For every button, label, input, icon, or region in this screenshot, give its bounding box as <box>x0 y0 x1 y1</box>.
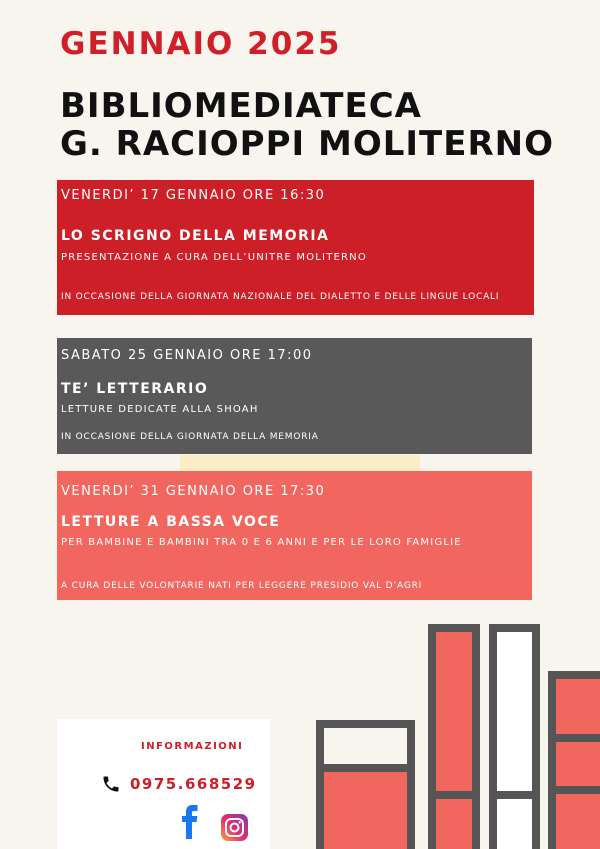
book-2 <box>432 628 476 849</box>
event-date: VENERDI’ 17 GENNAIO ORE 16:30 <box>61 188 326 203</box>
books-illustration <box>310 620 600 849</box>
event-description: LETTURE DEDICATE ALLA SHOAH <box>61 404 259 415</box>
event-card-1 <box>57 180 534 315</box>
facebook-icon[interactable] <box>179 805 201 839</box>
phone-icon <box>101 774 121 794</box>
event-description: PRESENTAZIONE A CURA DELL’UNITRE MOLITERNO <box>61 252 367 263</box>
book-3 <box>493 628 536 849</box>
decorative-strip <box>180 455 420 471</box>
phone-number[interactable]: 0975.668529 <box>130 775 257 793</box>
event-card-2 <box>57 338 532 454</box>
month-heading: GENNAIO 2025 <box>60 26 342 62</box>
event-name: LETTURE A BASSA VOCE <box>61 514 281 530</box>
instagram-icon[interactable] <box>221 814 248 841</box>
event-card-3 <box>57 471 532 600</box>
event-note: IN OCCASIONE DELLA GIORNATA DELLA MEMORIA <box>61 432 319 442</box>
info-box <box>57 719 270 849</box>
info-label: INFORMAZIONI <box>141 741 244 752</box>
book-1-fill <box>324 770 407 849</box>
event-note: IN OCCASIONE DELLA GIORNATA NAZIONALE DEL DIALETTO E DELLE LINGUE LOCALI <box>61 292 500 302</box>
event-description: PER BAMBINE E BAMBINI TRA 0 E 6 ANNI E PER LE LORO FAMIGLIE <box>61 537 462 548</box>
book-4 <box>552 675 600 849</box>
library-title-line1: BIBLIOMEDIATECA <box>60 86 422 126</box>
event-name: LO SCRIGNO DELLA MEMORIA <box>61 228 330 244</box>
library-title-line2: G. RACIOPPI MOLITERNO <box>60 124 554 164</box>
event-note: A CURA DELLE VOLONTARIE NATI PER LEGGERE PRESIDIO VAL D’AGRI <box>61 581 423 591</box>
event-date: SABATO 25 GENNAIO ORE 17:00 <box>61 348 313 363</box>
event-date: VENERDI’ 31 GENNAIO ORE 17:30 <box>61 484 326 499</box>
event-name: TE’ LETTERARIO <box>61 381 209 397</box>
